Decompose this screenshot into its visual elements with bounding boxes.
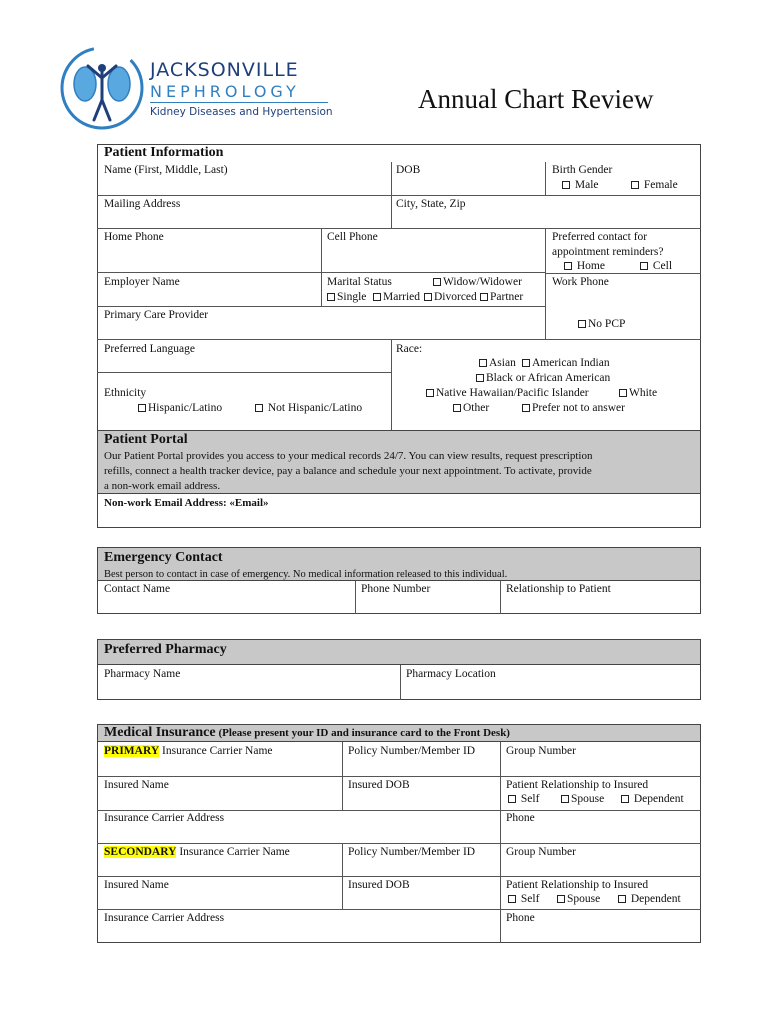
- primary-relationship-label: Patient Relationship to Insured: [506, 779, 649, 791]
- checkbox-icon[interactable]: [618, 895, 626, 903]
- checkbox-icon[interactable]: [557, 895, 565, 903]
- emergency-relationship-field[interactable]: Relationship to Patient: [506, 583, 611, 595]
- employer-field[interactable]: Employer Name: [104, 276, 180, 288]
- secondary-group-field[interactable]: Group Number: [506, 846, 576, 858]
- secondary-rel-dependent-option[interactable]: Dependent: [618, 892, 681, 906]
- race-black-option[interactable]: Black or African American: [476, 371, 610, 385]
- ethnicity-label: Ethnicity: [104, 387, 147, 399]
- emergency-note: Best person to contact in case of emergency. No medical information released to this individual.: [104, 569, 508, 580]
- name-field[interactable]: Name (First, Middle, Last): [104, 164, 228, 176]
- checkbox-icon[interactable]: [373, 293, 381, 301]
- checkbox-icon[interactable]: [327, 293, 335, 301]
- checkbox-icon[interactable]: [476, 374, 484, 382]
- secondary-policy-field[interactable]: Policy Number/Member ID: [348, 846, 476, 858]
- insurance-title-row: [104, 725, 510, 741]
- race-label: Race:: [396, 343, 423, 355]
- emergency-title: Emergency Contact: [104, 550, 223, 565]
- primary-badge: PRIMARY: [104, 745, 160, 757]
- primary-carrier-field[interactable]: PRIMARY Insurance Carrier Name: [104, 745, 273, 757]
- secondary-carrier-address-field[interactable]: Insurance Carrier Address: [104, 912, 225, 924]
- checkbox-icon[interactable]: [619, 389, 627, 397]
- secondary-carrier-field[interactable]: SECONDARY Insurance Carrier Name: [104, 846, 290, 858]
- pharmacy-title: Preferred Pharmacy: [104, 642, 227, 657]
- primary-phone-field[interactable]: Phone: [506, 812, 535, 824]
- preferred-contact-label-1: Preferred contact for: [552, 231, 648, 243]
- preferred-language-field[interactable]: Preferred Language: [104, 343, 195, 355]
- pharmacy-name-field[interactable]: Pharmacy Name: [104, 668, 181, 680]
- logo-name-line1: JACKSONVILLE: [150, 59, 299, 81]
- race-american-indian-option[interactable]: American Indian: [522, 356, 610, 370]
- checkbox-icon[interactable]: [508, 895, 516, 903]
- insurance-title: Medical Insurance: [104, 725, 216, 740]
- secondary-rel-spouse-option[interactable]: Spouse: [557, 892, 600, 906]
- checkbox-icon[interactable]: [480, 293, 488, 301]
- page-title: Annual Chart Review: [418, 84, 654, 114]
- gender-male-option[interactable]: Male: [562, 178, 599, 192]
- checkbox-icon[interactable]: [522, 404, 530, 412]
- secondary-insured-name-field[interactable]: Insured Name: [104, 879, 169, 891]
- patient-info-title: Patient Information: [104, 145, 224, 160]
- marital-status-label: Marital Status: [327, 276, 392, 288]
- secondary-phone-field[interactable]: Phone: [506, 912, 535, 924]
- race-other-option[interactable]: Other: [453, 401, 489, 415]
- logo: [58, 44, 338, 134]
- primary-rel-spouse-option[interactable]: Spouse: [561, 792, 604, 806]
- race-asian-option[interactable]: Asian: [479, 356, 516, 370]
- checkbox-icon[interactable]: [453, 404, 461, 412]
- pcp-field[interactable]: Primary Care Provider: [104, 309, 209, 321]
- birth-gender-label: Birth Gender: [552, 164, 613, 176]
- primary-group-field[interactable]: Group Number: [506, 745, 576, 757]
- secondary-badge: SECONDARY: [104, 846, 177, 858]
- cell-phone-field[interactable]: Cell Phone: [327, 231, 378, 243]
- primary-insured-dob-field[interactable]: Insured DOB: [348, 779, 410, 791]
- checkbox-icon[interactable]: [621, 795, 629, 803]
- checkbox-icon[interactable]: [479, 359, 487, 367]
- gender-female-option[interactable]: Female: [631, 178, 678, 192]
- primary-insured-name-field[interactable]: Insured Name: [104, 779, 169, 791]
- checkbox-icon[interactable]: [138, 404, 146, 412]
- portal-text-line2: refills, connect a health tracker device, pay a balance and schedule your next appointment. To activate, provide: [104, 465, 592, 477]
- no-pcp-option[interactable]: No PCP: [578, 317, 625, 331]
- portal-text-line3: a non-work email address.: [104, 480, 221, 492]
- secondary-rel-self-option[interactable]: Self: [508, 892, 539, 906]
- portal-text-line1: Our Patient Portal provides you access to your medical records 24/7. You can view results, request prescription: [104, 450, 593, 462]
- ethnicity-hispanic-option[interactable]: Hispanic/Latino: [138, 401, 222, 415]
- checkbox-icon[interactable]: [424, 293, 432, 301]
- race-white-option[interactable]: White: [619, 386, 657, 400]
- marital-widow-option[interactable]: Widow/Widower: [433, 275, 522, 289]
- secondary-insured-dob-field[interactable]: Insured DOB: [348, 879, 410, 891]
- pharmacy-location-field[interactable]: Pharmacy Location: [406, 668, 496, 680]
- race-hawaiian-option[interactable]: Native Hawaiian/Pacific Islander: [426, 386, 589, 400]
- marital-single-option[interactable]: Single: [327, 290, 366, 304]
- dob-field[interactable]: DOB: [396, 164, 421, 176]
- city-state-zip-field[interactable]: City, State, Zip: [396, 198, 466, 210]
- preferred-contact-label-2: appointment reminders?: [552, 246, 664, 258]
- primary-carrier-address-field[interactable]: Insurance Carrier Address: [104, 812, 225, 824]
- checkbox-icon[interactable]: [631, 181, 639, 189]
- race-prefer-not-option[interactable]: Prefer not to answer: [522, 401, 625, 415]
- checkbox-icon[interactable]: [255, 404, 263, 412]
- marital-partner-option[interactable]: Partner: [480, 290, 523, 304]
- contact-home-option[interactable]: Home: [564, 259, 605, 273]
- checkbox-icon[interactable]: [561, 795, 569, 803]
- checkbox-icon[interactable]: [508, 795, 516, 803]
- primary-rel-dependent-option[interactable]: Dependent: [621, 792, 684, 806]
- primary-rel-self-option[interactable]: Self: [508, 792, 539, 806]
- portal-title: Patient Portal: [104, 432, 188, 447]
- checkbox-icon[interactable]: [433, 278, 441, 286]
- contact-cell-option[interactable]: Cell: [640, 259, 672, 273]
- secondary-relationship-label: Patient Relationship to Insured: [506, 879, 649, 891]
- marital-divorced-option[interactable]: Divorced: [424, 290, 477, 304]
- checkbox-icon[interactable]: [578, 320, 586, 328]
- primary-policy-field[interactable]: Policy Number/Member ID: [348, 745, 476, 757]
- work-phone-field[interactable]: Work Phone: [552, 276, 609, 288]
- emergency-contact-name-field[interactable]: Contact Name: [104, 583, 171, 595]
- checkbox-icon[interactable]: [640, 262, 648, 270]
- kidney-logo-icon: [58, 44, 148, 132]
- logo-rule: [150, 102, 328, 103]
- checkbox-icon[interactable]: [522, 359, 530, 367]
- marital-married-option[interactable]: Married: [373, 290, 420, 304]
- checkbox-icon[interactable]: [426, 389, 434, 397]
- mailing-address-field[interactable]: Mailing Address: [104, 198, 181, 210]
- ethnicity-not-hispanic-option[interactable]: Not Hispanic/Latino: [255, 401, 362, 415]
- logo-name-line2: NEPHROLOGY: [150, 82, 300, 101]
- logo-tagline: Kidney Diseases and Hypertension: [150, 106, 333, 118]
- insurance-header-note: (Please present your ID and insurance card to the Front Desk): [218, 727, 510, 739]
- checkbox-icon[interactable]: [564, 262, 572, 270]
- portal-email-field[interactable]: Non-work Email Address: «Email»: [104, 497, 269, 509]
- checkbox-icon[interactable]: [562, 181, 570, 189]
- home-phone-field[interactable]: Home Phone: [104, 231, 164, 243]
- emergency-phone-field[interactable]: Phone Number: [361, 583, 431, 595]
